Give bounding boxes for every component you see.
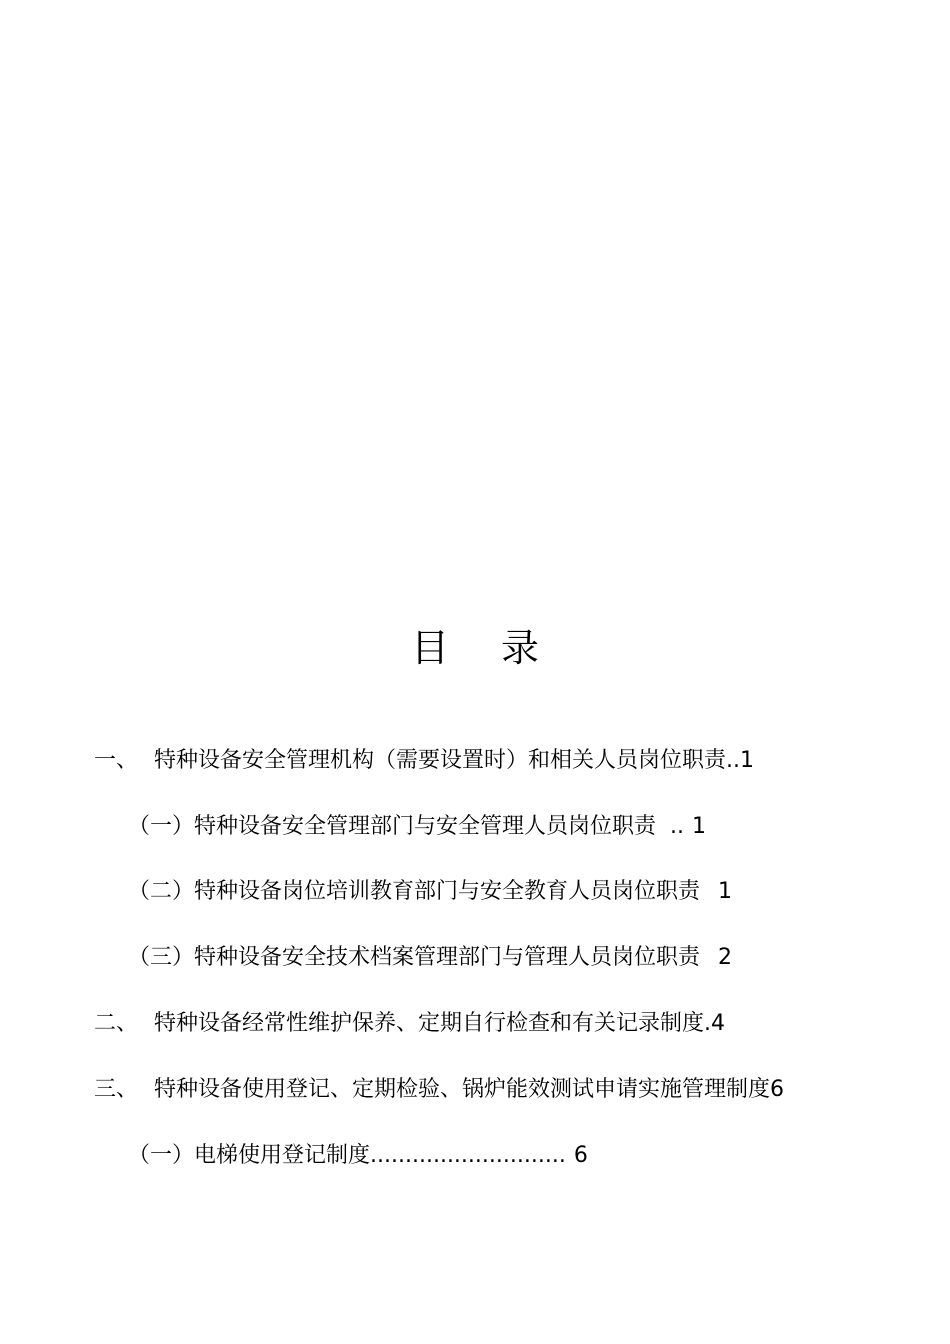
toc-entry-page: 1 bbox=[718, 879, 733, 904]
toc-entry-7[interactable] bbox=[128, 1141, 588, 1171]
toc-entry-page: 1 bbox=[740, 748, 755, 773]
toc-title-part1: 目 bbox=[410, 626, 449, 670]
toc-entry-leader: ............................ bbox=[370, 1143, 566, 1168]
toc-entry-number: 二、 bbox=[94, 1011, 139, 1036]
toc-entry-5[interactable] bbox=[94, 1009, 725, 1039]
toc-entry-text: 特种设备经常性维护保养、定期自行检查和有关记录制度 bbox=[154, 1011, 705, 1036]
toc-entry-page: 6 bbox=[573, 1143, 588, 1168]
toc-entry-number: 一、 bbox=[94, 748, 139, 773]
toc-entry-leader: . bbox=[704, 1011, 712, 1036]
toc-entry-2[interactable] bbox=[128, 812, 706, 842]
toc-entry-6[interactable] bbox=[94, 1075, 784, 1105]
toc-entry-1[interactable] bbox=[94, 746, 754, 776]
toc-entry-leader: .. bbox=[726, 748, 741, 773]
toc-entry-text: （一）特种设备安全管理部门与安全管理人员岗位职责 bbox=[128, 814, 657, 839]
toc-entry-page: 1 bbox=[692, 814, 707, 839]
toc-entry-text: （三）特种设备安全技术档案管理部门与管理人员岗位职责 bbox=[128, 945, 701, 970]
toc-entry-text: 特种设备使用登记、定期检验、锅炉能效测试申请实施管理制度 bbox=[154, 1077, 771, 1102]
toc-entry-text: （一）电梯使用登记制度 bbox=[128, 1143, 371, 1168]
toc-entry-text: 特种设备安全管理机构（需要设置时）和相关人员岗位职责 bbox=[154, 748, 727, 773]
toc-entry-text: （二）特种设备岗位培训教育部门与安全教育人员岗位职责 bbox=[128, 879, 701, 904]
toc-entry-page: 6 bbox=[770, 1077, 785, 1102]
toc-entry-number: 三、 bbox=[94, 1077, 139, 1102]
toc-title-part2: 录 bbox=[501, 626, 540, 670]
toc-entry-page: 4 bbox=[711, 1011, 726, 1036]
toc-entry-4[interactable] bbox=[128, 943, 732, 973]
toc-entry-page: 2 bbox=[718, 945, 733, 970]
toc-title bbox=[0, 622, 950, 674]
toc-entry-3[interactable] bbox=[128, 877, 732, 907]
toc-entry-leader: .. bbox=[670, 814, 685, 839]
